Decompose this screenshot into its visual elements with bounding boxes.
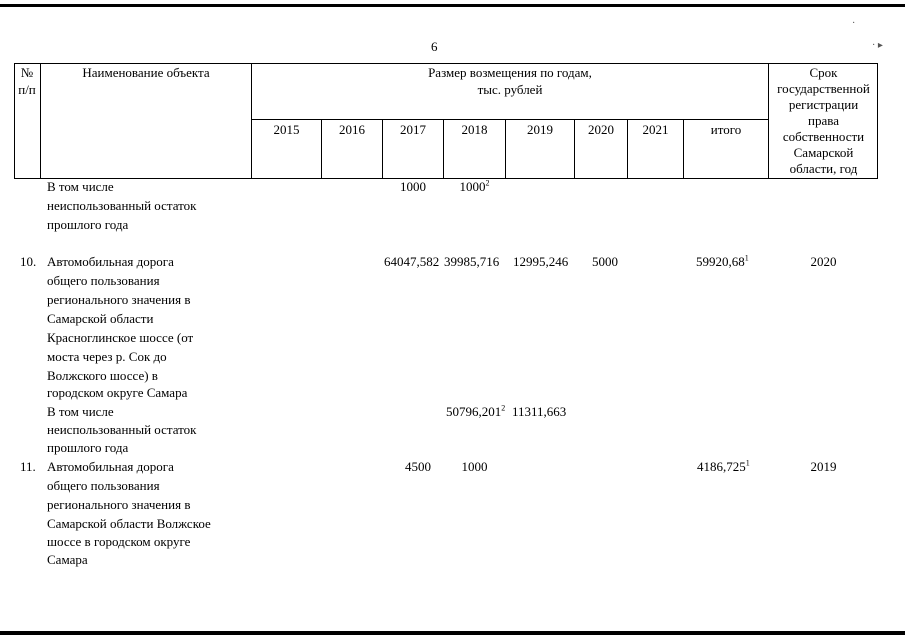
row-name-line: В том числе [47, 179, 114, 194]
header-term-line: государственной [777, 81, 870, 96]
header-term-line: области, год [789, 161, 858, 176]
row-name-line: прошлого года [47, 217, 129, 232]
header-year-2019: 2019 [527, 122, 553, 137]
scan-speck: · ▸ [872, 40, 883, 51]
row-name-line: общего пользования [47, 478, 160, 493]
row-name-line: общего пользования [47, 273, 160, 288]
row-name-line: неиспользованный остаток [47, 198, 197, 213]
row-name-line: Самарской области [47, 311, 154, 326]
header-year-2021: 2021 [642, 122, 669, 137]
row-value-2018: 39985,716 [444, 254, 500, 269]
header-num-label-2: п/п [18, 82, 36, 97]
row-name-line: городском округе Самара [47, 385, 188, 400]
header-term-line: регистрации [788, 97, 859, 112]
row-total: 4186,725$^1$ [697, 458, 750, 474]
row-value-2017: 1000 [400, 179, 426, 194]
header-num-label: № [20, 65, 34, 80]
header-amount-label: Размер возмещения по годам, [428, 65, 592, 80]
row-value-2017: 4500 [405, 459, 431, 474]
header-year-2016: 2016 [339, 122, 365, 137]
page-number: 6 [431, 39, 438, 54]
row-name-line: шоссе в городском округе [47, 534, 191, 549]
header-term-line: Срок [809, 65, 838, 80]
header-term-line: права [808, 113, 839, 128]
row-name-line: Автомобильная дорога [47, 459, 174, 474]
bottom-border-bar [0, 631, 905, 635]
row-name-line: моста через р. Сок до [47, 349, 167, 364]
row-value-2020: 5000 [592, 254, 618, 269]
row-value-2019: 11311,663 [512, 404, 567, 419]
row-num: 10. [20, 254, 37, 269]
row-total: 59920,68$^1$ [696, 253, 749, 269]
footnote-mark: 2 [501, 403, 506, 413]
footnote-mark: 1 [745, 458, 750, 468]
row-name-line: Волжского шоссе) в [47, 368, 158, 383]
header-year-2018: 2018 [461, 122, 488, 137]
row-name-line: Самарской области Волжское [47, 516, 211, 531]
row-name-line: Красноглинское шоссе (от [47, 330, 194, 345]
row-name-line: регионального значения в [47, 497, 191, 512]
footnote-mark: 1 [744, 253, 749, 263]
header-total-label: итого [710, 122, 742, 137]
row-term-year: 2019 [810, 459, 837, 474]
row-name-line: прошлого года [47, 440, 129, 455]
header-year-2017: 2017 [400, 122, 426, 137]
row-value-2018: 50796,201$^2$ [446, 403, 506, 419]
top-border-bar [0, 4, 905, 7]
row-name-line: В том числе [47, 404, 114, 419]
header-amount-unit: тыс. рублей [477, 82, 543, 97]
row-num: 11. [20, 459, 36, 474]
row-divider [251, 119, 768, 120]
header-term-line: Самарской [793, 145, 854, 160]
row-value-2019: 12995,246 [513, 254, 569, 269]
header-year-2015: 2015 [273, 122, 300, 137]
header-name-label: Наименование объекта [82, 65, 210, 80]
header-year-2020: 2020 [588, 122, 614, 137]
row-name-line: неиспользованный остаток [47, 422, 197, 437]
scan-speck: · [852, 18, 856, 29]
row-name-line: Самара [47, 552, 88, 567]
footnote-mark: 2 [485, 178, 490, 188]
row-name-line: Автомобильная дорога [47, 254, 174, 269]
row-value-2018: 1000$^2$ [459, 178, 490, 194]
row-value-2017: 64047,582 [384, 254, 440, 269]
row-term-year: 2020 [810, 254, 837, 269]
header-term-line: собственности [782, 129, 865, 144]
row-name-line: регионального значения в [47, 292, 191, 307]
row-value-2018: 1000 [461, 459, 488, 474]
